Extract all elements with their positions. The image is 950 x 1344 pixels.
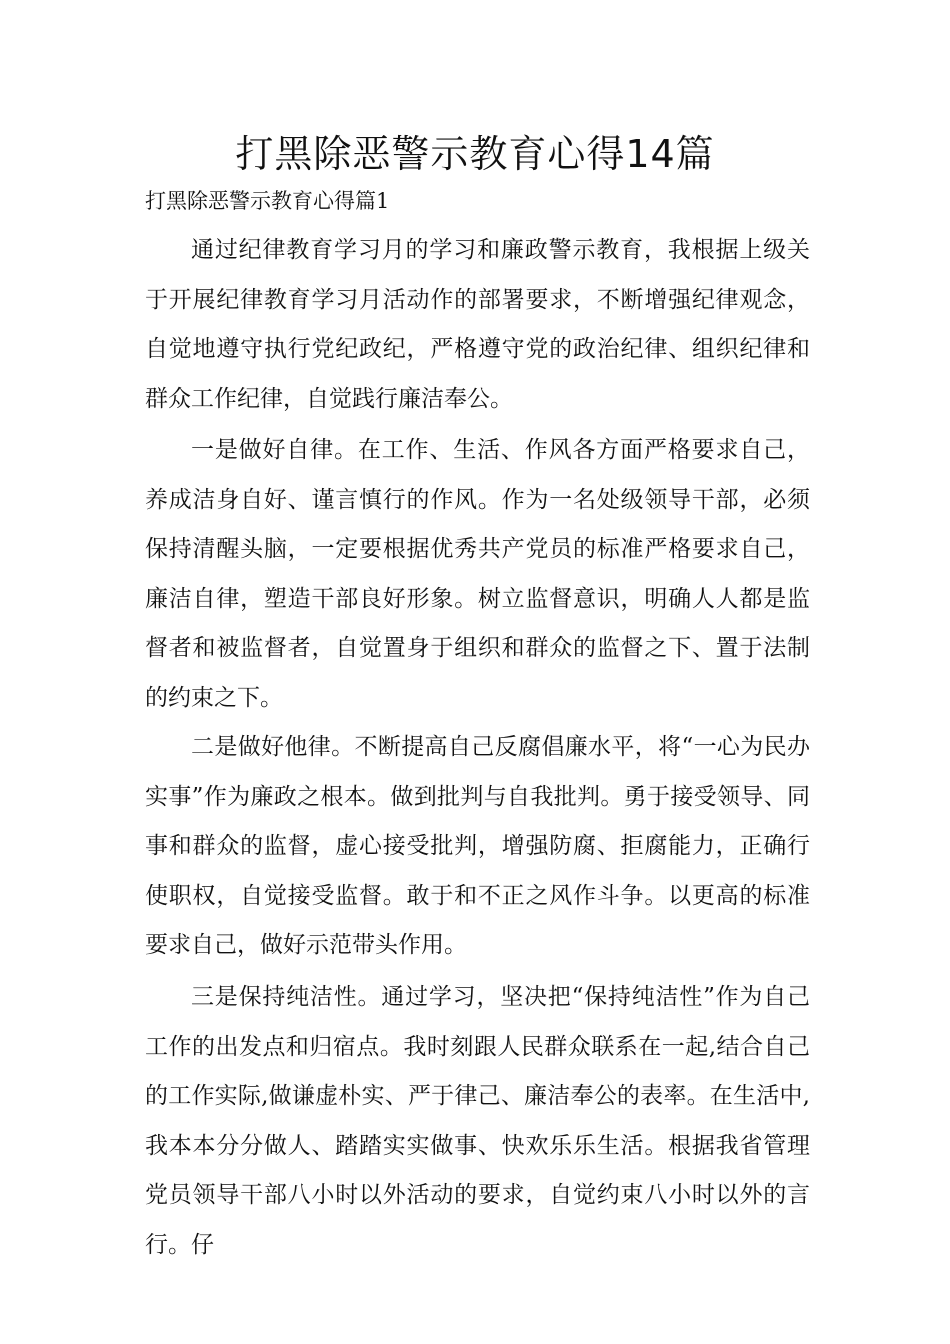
- paragraph-purity: 三是保持纯洁性。通过学习，坚决把“保持纯洁性”作为自己工作的出发点和归宿点。我时刻跟人民群众联系在一起,结合自己的工作实际,做谦虚朴实、严于律己、廉洁奉公的表率。在生活中,我本本分分做人、踏踏实实做事、快欢乐乐生活。根据我省管理党员领导干部八小时以外活动的要求，自觉约束八小时以外的言行。仔: [145, 984, 810, 1258]
- section-heading: 打黑除恶警示教育心得篇1: [145, 189, 390, 213]
- paragraph-intro: 通过纪律教育学习月的学习和廉政警示教育，我根据上级关于开展纪律教育学习月活动作的部署要求，不断增强纪律观念，自觉地遵守执行党纪政纪，严格遵守党的政治纪律、组织纪律和群众工作纪律，自觉践行廉洁奉公。: [145, 237, 810, 412]
- page-title: 打黑除恶警示教育心得14篇: [235, 132, 715, 176]
- paragraph-external-discipline: 二是做好他律。不断提高自己反腐倡廉水平，将“一心为民办实事”作为廉政之根本。做到批判与自我批判。勇于接受领导、同事和群众的监督，虚心接受批判，增强防腐、拒腐能力，正确行使职权，自觉接受监督。敢于和不正之风作斗争。以更高的标准要求自己，做好示范带头作用。: [145, 734, 810, 958]
- paragraph-self-discipline: 一是做好自律。在工作、生活、作风各方面严格要求自己，养成洁身自好、谨言慎行的作风。作为一名处级领导干部，必须保持清醒头脑，一定要根据优秀共产党员的标准严格要求自己，廉洁自律，塑造干部良好形象。树立监督意识，明确人人都是监督者和被监督者，自觉置身于组织和群众的监督之下、置于法制的约束之下。: [145, 437, 810, 711]
